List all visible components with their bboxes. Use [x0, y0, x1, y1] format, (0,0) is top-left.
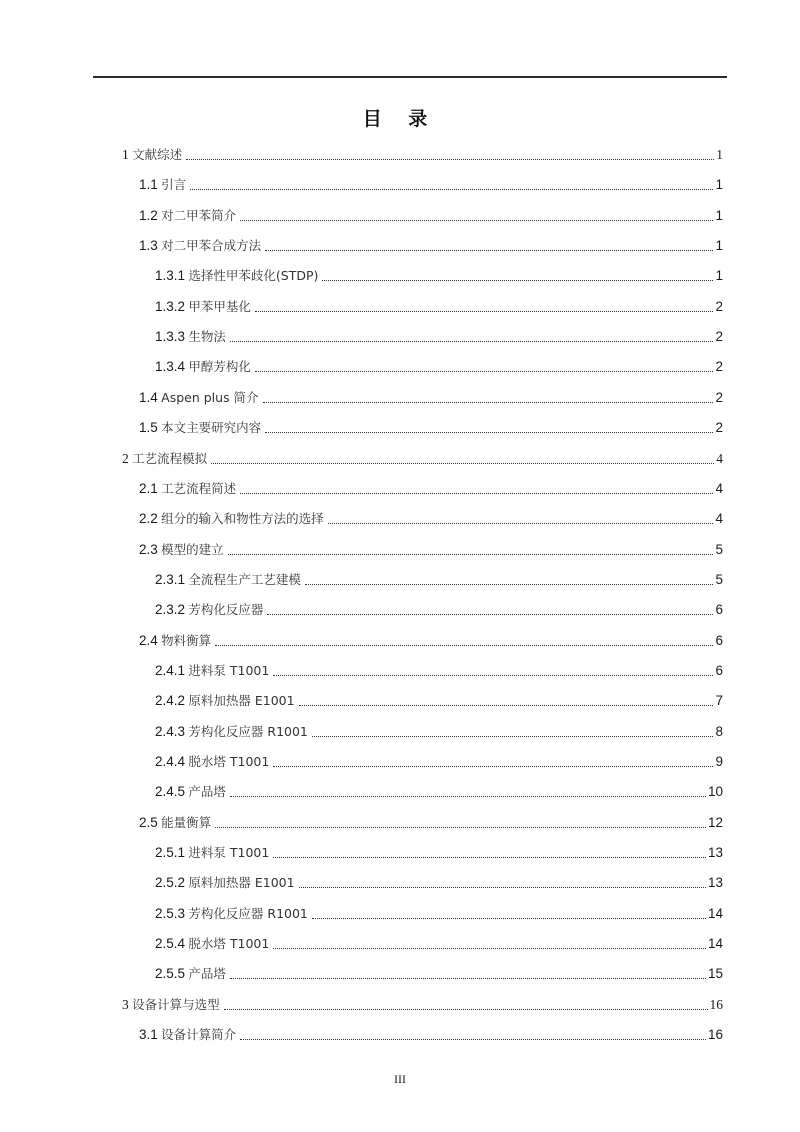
dot-leader: [265, 249, 713, 251]
toc-entry-label: [155, 692, 297, 710]
toc-entry[interactable]: [139, 385, 723, 407]
dot-leader: [230, 795, 706, 797]
toc-section-number: 2.4.3: [155, 723, 186, 739]
toc-page-number: 1: [715, 177, 723, 193]
toc-section-title: 全流程生产工艺建模: [188, 571, 301, 587]
toc-entry[interactable]: [155, 263, 723, 285]
toc-entry-label: [155, 298, 253, 316]
toc-section-number: 2.2: [139, 511, 158, 527]
toc-entry[interactable]: [122, 446, 723, 468]
toc-page-number: 13: [707, 875, 723, 891]
toc-entry[interactable]: [155, 749, 723, 771]
toc-entry-label: [155, 965, 228, 983]
toc-section-title: 选择性甲苯歧化(STDP): [188, 268, 319, 284]
toc-page-number: 1: [715, 238, 723, 254]
toc-entry-label: [155, 874, 297, 892]
toc-entry[interactable]: [155, 567, 723, 589]
dot-leader: [273, 856, 706, 858]
dot-leader: [240, 219, 713, 221]
toc-entry-label: [139, 176, 188, 194]
toc-page-number: 5: [715, 571, 723, 587]
toc-page-number: 2: [715, 298, 723, 314]
toc-page-number: 5: [715, 541, 723, 557]
toc-page-number: 16: [707, 1027, 723, 1043]
toc-section-number: 2.3.2: [155, 602, 186, 618]
dot-leader: [273, 674, 713, 676]
toc-entry[interactable]: [155, 931, 723, 953]
toc-entry-label: [155, 601, 265, 619]
toc-entry[interactable]: [155, 961, 723, 983]
toc-entry-label: [122, 146, 184, 164]
toc-entry[interactable]: [155, 719, 723, 741]
toc-page-number: 1: [715, 207, 723, 223]
toc-section-number: 2.5.5: [155, 966, 186, 982]
toc-page-number: 7: [715, 693, 723, 709]
toc-page-number: 15: [707, 966, 723, 982]
toc-entry-label: [155, 844, 271, 862]
toc-section-title: 能量衡算: [161, 814, 212, 830]
dot-leader: [273, 765, 713, 767]
toc-entry[interactable]: [155, 324, 723, 346]
toc-section-number: 1.3: [139, 238, 158, 254]
dot-leader: [228, 553, 714, 555]
toc-page-number: 13: [707, 845, 723, 861]
toc-section-title: 进料泵 T1001: [188, 845, 270, 861]
toc-section-number: 2.4.5: [155, 784, 186, 800]
toc-section-number: 2.5.4: [155, 936, 186, 952]
dot-leader: [305, 583, 714, 585]
dot-leader: [328, 522, 714, 524]
dot-leader: [322, 279, 713, 281]
toc-section-number: 2.5.3: [155, 905, 186, 921]
toc-entry[interactable]: [139, 415, 723, 437]
toc-page-number: 2: [715, 389, 723, 405]
toc-section-number: 2.5.1: [155, 845, 186, 861]
toc-section-number: 1.3.1: [155, 268, 186, 284]
toc-entry[interactable]: [139, 476, 723, 498]
dot-leader: [265, 431, 713, 433]
dot-leader: [240, 1038, 706, 1040]
toc-entry[interactable]: [139, 810, 723, 832]
toc-page-number: 12: [707, 814, 723, 830]
dot-leader: [273, 947, 706, 949]
toc-section-title: 原料加热器 E1001: [188, 693, 295, 709]
toc-page-number: 6: [715, 662, 723, 678]
toc-section-number: 2.3: [139, 541, 158, 557]
toc-page-number: 4: [716, 450, 723, 466]
toc-section-title: 甲苯甲基化: [188, 298, 251, 314]
toc-section-title: 设备计算与选型: [132, 996, 220, 1012]
toc-entry-label: [155, 783, 228, 801]
toc-entry-label: [155, 753, 271, 771]
toc-entry[interactable]: [122, 992, 723, 1014]
toc-entry-label: [155, 662, 271, 680]
toc-entry[interactable]: [139, 172, 723, 194]
dot-leader: [299, 886, 706, 888]
toc-entry[interactable]: [139, 628, 723, 650]
toc-entry-label: [139, 207, 238, 225]
toc-entry-label: [139, 237, 263, 255]
toc-section-number: 3.1: [139, 1027, 158, 1043]
toc-entry-label: [139, 510, 326, 528]
toc-section-title: Aspen plus 简介: [161, 389, 259, 405]
toc-page-number: 1: [715, 268, 723, 284]
toc-section-number: 2.5.2: [155, 875, 186, 891]
dot-leader: [240, 492, 713, 494]
page-number-footer: III: [394, 1072, 406, 1086]
toc-section-title: 对二甲苯简介: [161, 207, 237, 223]
toc-section-number: 1: [122, 147, 129, 162]
dot-leader: [312, 917, 706, 919]
dot-leader: [267, 613, 713, 615]
dot-leader: [186, 158, 714, 160]
toc-section-number: 2.4.1: [155, 662, 186, 678]
toc-entry[interactable]: [155, 658, 723, 680]
toc-section-title: 产品塔: [188, 784, 226, 800]
toc-entry[interactable]: [155, 779, 723, 801]
toc-entry-label: [155, 267, 320, 285]
page-title: 目 录: [362, 108, 438, 130]
dot-leader: [190, 188, 713, 190]
toc-page-number: 14: [707, 905, 723, 921]
toc-entry-label: [155, 723, 310, 741]
toc-page-number: 2: [715, 359, 723, 375]
toc-entry[interactable]: [155, 688, 723, 710]
toc-page-number: 6: [715, 632, 723, 648]
dot-leader: [230, 340, 714, 342]
toc-section-number: 2.4: [139, 632, 158, 648]
toc-entry-label: [155, 571, 303, 589]
toc-page-number: 2: [715, 329, 723, 345]
toc-section-number: 1.4: [139, 389, 158, 405]
toc-entry[interactable]: [139, 506, 723, 528]
toc-section-title: 对二甲苯合成方法: [161, 238, 262, 254]
toc-section-number: 3: [122, 996, 129, 1012]
toc-entry-label: [155, 358, 253, 376]
header-rule: [93, 76, 727, 78]
toc-entry[interactable]: [139, 1022, 723, 1044]
toc-section-title: 芳构化反应器: [188, 602, 264, 618]
toc-section-title: 引言: [161, 177, 187, 193]
toc-entry[interactable]: [155, 597, 723, 619]
toc-entry-label: [155, 905, 310, 923]
dot-leader: [255, 370, 714, 372]
dot-leader: [215, 644, 713, 646]
toc-entry[interactable]: [155, 354, 723, 376]
toc-section-title: 工艺流程简述: [161, 480, 237, 496]
toc-section-title: 产品塔: [188, 966, 226, 982]
toc-section-title: 设备计算简介: [161, 1027, 237, 1043]
toc-page-number: 16: [709, 996, 723, 1012]
toc-entry[interactable]: [139, 203, 723, 225]
toc-page-number: 2: [715, 420, 723, 436]
toc-entry-label: [139, 632, 213, 650]
toc-page-number: 1: [716, 147, 723, 162]
toc-page-number: 6: [715, 602, 723, 618]
toc-entry-label: [139, 814, 213, 832]
toc-entry[interactable]: [155, 901, 723, 923]
toc-section-number: 2: [122, 450, 129, 466]
toc-page-number: 4: [715, 511, 723, 527]
toc-section-title: 脱水塔 T1001: [188, 936, 270, 952]
dot-leader: [263, 401, 714, 403]
dot-leader: [255, 310, 714, 312]
toc-entry-label: [155, 328, 228, 346]
toc-section-title: 生物法: [188, 329, 226, 345]
toc-page-number: 9: [715, 754, 723, 769]
toc-section-title: 工艺流程模拟: [132, 450, 208, 466]
toc-section-title: 甲醇芳构化: [188, 359, 251, 375]
toc-entry-label: [155, 935, 271, 953]
toc-section-number: 2.5: [139, 814, 158, 830]
toc-section-number: 1.3.4: [155, 359, 186, 375]
toc-entry-label: [122, 450, 209, 468]
toc-page-number: 8: [715, 723, 723, 739]
toc-section-number: 1.1: [139, 177, 158, 193]
toc-entry-label: [139, 1026, 238, 1044]
toc-entry-label: [139, 419, 263, 437]
toc-entry[interactable]: [139, 537, 723, 559]
toc-entry-label: [139, 480, 238, 498]
toc-section-number: 2.1: [139, 480, 158, 496]
toc-entry[interactable]: [155, 294, 723, 316]
toc-section-title: 脱水塔 T1001: [188, 754, 270, 769]
toc-section-title: 进料泵 T1001: [188, 662, 270, 678]
toc-entry-label: [122, 996, 222, 1014]
dot-leader: [299, 704, 714, 706]
toc-section-title: 原料加热器 E1001: [188, 875, 295, 891]
dot-leader: [312, 735, 714, 737]
toc-section-number: 1.3.3: [155, 329, 186, 345]
toc-section-number: 2.3.1: [155, 571, 186, 587]
toc-section-number: 1.3.2: [155, 298, 186, 314]
dot-leader: [211, 462, 714, 464]
toc-section-number: 1.2: [139, 207, 158, 223]
dot-leader: [230, 977, 706, 979]
toc-section-title: 文献综述: [132, 147, 183, 162]
toc-section-number: 2.4.4: [155, 754, 186, 769]
toc-section-title: 芳构化反应器 R1001: [188, 723, 308, 739]
toc-entry-label: [139, 389, 261, 407]
toc-section-title: 芳构化反应器 R1001: [188, 905, 308, 921]
toc-page-number: 10: [707, 784, 723, 800]
dot-leader: [215, 826, 706, 828]
toc-section-title: 本文主要研究内容: [161, 420, 262, 436]
toc-entry-label: [139, 541, 226, 559]
toc-page-number: 4: [715, 480, 723, 496]
toc-section-number: 2.4.2: [155, 693, 186, 709]
toc-entry[interactable]: [139, 233, 723, 255]
toc-entry[interactable]: [122, 142, 723, 164]
toc-section-title: 组分的输入和物性方法的选择: [161, 511, 324, 527]
toc-page-number: 14: [707, 936, 723, 952]
toc-section-title: 模型的建立: [161, 541, 224, 557]
toc-entry[interactable]: [155, 870, 723, 892]
toc-entry[interactable]: [155, 840, 723, 862]
toc-section-title: 物料衡算: [161, 632, 212, 648]
dot-leader: [224, 1008, 708, 1010]
toc-section-number: 1.5: [139, 420, 158, 436]
